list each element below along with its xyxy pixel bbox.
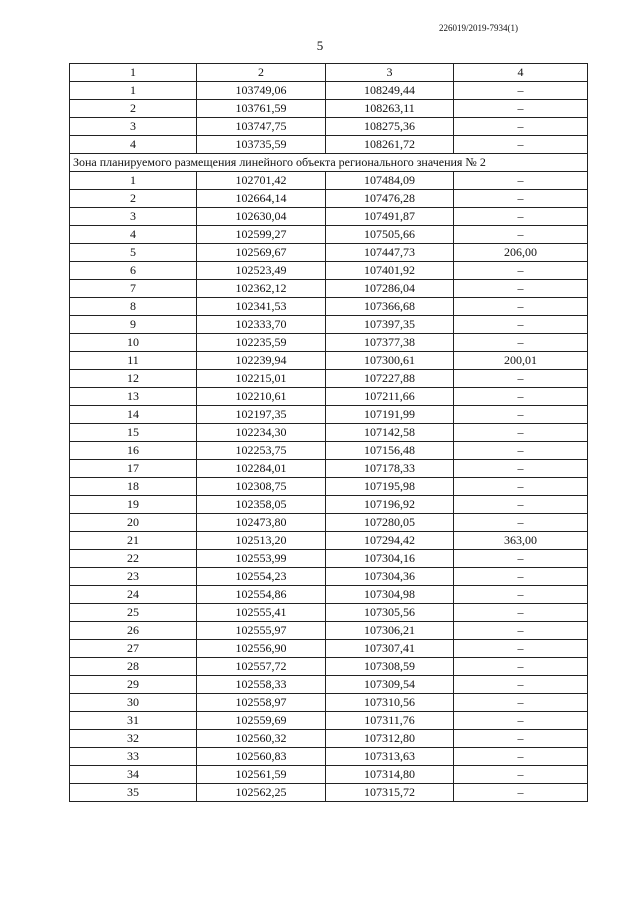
- table-row: [70, 478, 588, 496]
- x-coordinate-cell: 102554,86: [197, 586, 326, 604]
- y-coordinate-cell: 107304,36: [326, 568, 454, 586]
- y-coordinate-cell: 107300,61: [326, 352, 454, 370]
- length-cell: –: [454, 136, 588, 154]
- y-coordinate-cell: 107313,63: [326, 748, 454, 766]
- table-row: [70, 334, 588, 352]
- x-coordinate-cell: 102664,14: [197, 190, 326, 208]
- length-cell: –: [454, 694, 588, 712]
- length-cell: –: [454, 316, 588, 334]
- x-coordinate-cell: 102197,35: [197, 406, 326, 424]
- table-row: [70, 442, 588, 460]
- length-cell: –: [454, 586, 588, 604]
- length-cell: –: [454, 766, 588, 784]
- y-coordinate-cell: 108275,36: [326, 118, 454, 136]
- length-cell: –: [454, 172, 588, 190]
- y-coordinate-cell: 107312,80: [326, 730, 454, 748]
- x-coordinate-cell: 102561,59: [197, 766, 326, 784]
- point-number-cell: 13: [70, 388, 197, 406]
- table-row: [70, 136, 588, 154]
- header-row: [70, 64, 588, 82]
- table-row: [70, 730, 588, 748]
- length-cell: –: [454, 82, 588, 100]
- table-row: [70, 280, 588, 298]
- x-coordinate-cell: 102558,97: [197, 694, 326, 712]
- point-number-cell: 27: [70, 640, 197, 658]
- point-number-cell: 5: [70, 244, 197, 262]
- x-coordinate-cell: 102239,94: [197, 352, 326, 370]
- y-coordinate-cell: 107310,56: [326, 694, 454, 712]
- table-row: [70, 208, 588, 226]
- section-row: [70, 154, 588, 172]
- column-header: 4: [454, 64, 588, 82]
- length-cell: –: [454, 442, 588, 460]
- y-coordinate-cell: 107280,05: [326, 514, 454, 532]
- table-row: [70, 748, 588, 766]
- length-cell: –: [454, 298, 588, 316]
- point-number-cell: 4: [70, 226, 197, 244]
- table-row: [70, 640, 588, 658]
- y-coordinate-cell: 107305,56: [326, 604, 454, 622]
- table-row: [70, 766, 588, 784]
- point-number-cell: 35: [70, 784, 197, 802]
- page-number: 5: [316, 38, 324, 53]
- y-coordinate-cell: 107156,48: [326, 442, 454, 460]
- y-coordinate-cell: 107491,87: [326, 208, 454, 226]
- table-row: [70, 352, 588, 370]
- table-row: [70, 496, 588, 514]
- table-row: [70, 694, 588, 712]
- point-number-cell: 33: [70, 748, 197, 766]
- length-cell: –: [454, 730, 588, 748]
- table-body: [70, 64, 588, 802]
- y-coordinate-cell: 107401,92: [326, 262, 454, 280]
- x-coordinate-cell: 103761,59: [197, 100, 326, 118]
- table-row: [70, 118, 588, 136]
- length-cell: –: [454, 658, 588, 676]
- x-coordinate-cell: 102556,90: [197, 640, 326, 658]
- table-row: [70, 568, 588, 586]
- y-coordinate-cell: 107306,21: [326, 622, 454, 640]
- y-coordinate-cell: 107484,09: [326, 172, 454, 190]
- point-number-cell: 24: [70, 586, 197, 604]
- y-coordinate-cell: 107191,99: [326, 406, 454, 424]
- x-coordinate-cell: 102555,41: [197, 604, 326, 622]
- point-number-cell: 19: [70, 496, 197, 514]
- table-row: [70, 190, 588, 208]
- point-number-cell: 16: [70, 442, 197, 460]
- length-cell: –: [454, 334, 588, 352]
- point-number-cell: 31: [70, 712, 197, 730]
- x-coordinate-cell: 102362,12: [197, 280, 326, 298]
- table-row: [70, 406, 588, 424]
- x-coordinate-cell: 102560,83: [197, 748, 326, 766]
- length-cell: –: [454, 622, 588, 640]
- length-cell: –: [454, 280, 588, 298]
- document-id: 226019/2019-7934(1): [439, 23, 518, 33]
- point-number-cell: 26: [70, 622, 197, 640]
- x-coordinate-cell: 102630,04: [197, 208, 326, 226]
- point-number-cell: 4: [70, 136, 197, 154]
- table-row: [70, 784, 588, 802]
- table-row: [70, 514, 588, 532]
- y-coordinate-cell: 107311,76: [326, 712, 454, 730]
- table-row: [70, 316, 588, 334]
- x-coordinate-cell: 102559,69: [197, 712, 326, 730]
- length-cell: –: [454, 784, 588, 802]
- point-number-cell: 32: [70, 730, 197, 748]
- point-number-cell: 8: [70, 298, 197, 316]
- length-cell: –: [454, 514, 588, 532]
- y-coordinate-cell: 107178,33: [326, 460, 454, 478]
- length-cell: –: [454, 748, 588, 766]
- length-cell: 206,00: [454, 244, 588, 262]
- point-number-cell: 3: [70, 118, 197, 136]
- y-coordinate-cell: 107196,92: [326, 496, 454, 514]
- x-coordinate-cell: 102253,75: [197, 442, 326, 460]
- table-row: [70, 172, 588, 190]
- length-cell: –: [454, 262, 588, 280]
- table-row: [70, 388, 588, 406]
- point-number-cell: 20: [70, 514, 197, 532]
- point-number-cell: 34: [70, 766, 197, 784]
- point-number-cell: 2: [70, 190, 197, 208]
- point-number-cell: 15: [70, 424, 197, 442]
- point-number-cell: 17: [70, 460, 197, 478]
- table-row: [70, 262, 588, 280]
- table-row: [70, 586, 588, 604]
- column-header: 3: [326, 64, 454, 82]
- y-coordinate-cell: 107309,54: [326, 676, 454, 694]
- point-number-cell: 1: [70, 172, 197, 190]
- y-coordinate-cell: 107304,98: [326, 586, 454, 604]
- point-number-cell: 14: [70, 406, 197, 424]
- point-number-cell: 23: [70, 568, 197, 586]
- x-coordinate-cell: 102358,05: [197, 496, 326, 514]
- length-cell: –: [454, 496, 588, 514]
- table-row: [70, 298, 588, 316]
- x-coordinate-cell: 102284,01: [197, 460, 326, 478]
- point-number-cell: 25: [70, 604, 197, 622]
- table-row: [70, 658, 588, 676]
- table-row: [70, 82, 588, 100]
- x-coordinate-cell: 102562,25: [197, 784, 326, 802]
- length-cell: –: [454, 208, 588, 226]
- length-cell: –: [454, 568, 588, 586]
- length-cell: –: [454, 604, 588, 622]
- length-cell: 363,00: [454, 532, 588, 550]
- length-cell: –: [454, 676, 588, 694]
- x-coordinate-cell: 102554,23: [197, 568, 326, 586]
- table-row: [70, 532, 588, 550]
- table-row: [70, 460, 588, 478]
- y-coordinate-cell: 107377,38: [326, 334, 454, 352]
- point-number-cell: 28: [70, 658, 197, 676]
- table-row: [70, 226, 588, 244]
- section-title: Зона планируемого размещения линейного объекта регионального значения № 2: [70, 154, 588, 172]
- point-number-cell: 18: [70, 478, 197, 496]
- length-cell: 200,01: [454, 352, 588, 370]
- y-coordinate-cell: 107142,58: [326, 424, 454, 442]
- coordinates-table: [69, 63, 588, 802]
- y-coordinate-cell: 107227,88: [326, 370, 454, 388]
- y-coordinate-cell: 107366,68: [326, 298, 454, 316]
- point-number-cell: 12: [70, 370, 197, 388]
- x-coordinate-cell: 102599,27: [197, 226, 326, 244]
- length-cell: –: [454, 460, 588, 478]
- y-coordinate-cell: 108249,44: [326, 82, 454, 100]
- column-header: 2: [197, 64, 326, 82]
- table-row: [70, 550, 588, 568]
- length-cell: –: [454, 550, 588, 568]
- y-coordinate-cell: 107211,66: [326, 388, 454, 406]
- length-cell: –: [454, 370, 588, 388]
- x-coordinate-cell: 102523,49: [197, 262, 326, 280]
- y-coordinate-cell: 107304,16: [326, 550, 454, 568]
- table-row: [70, 244, 588, 262]
- x-coordinate-cell: 102560,32: [197, 730, 326, 748]
- length-cell: –: [454, 100, 588, 118]
- y-coordinate-cell: 107195,98: [326, 478, 454, 496]
- x-coordinate-cell: 103747,75: [197, 118, 326, 136]
- x-coordinate-cell: 102341,53: [197, 298, 326, 316]
- x-coordinate-cell: 102215,01: [197, 370, 326, 388]
- y-coordinate-cell: 107315,72: [326, 784, 454, 802]
- length-cell: –: [454, 712, 588, 730]
- length-cell: –: [454, 388, 588, 406]
- length-cell: –: [454, 640, 588, 658]
- length-cell: –: [454, 424, 588, 442]
- x-coordinate-cell: 102555,97: [197, 622, 326, 640]
- x-coordinate-cell: 102210,61: [197, 388, 326, 406]
- point-number-cell: 7: [70, 280, 197, 298]
- length-cell: –: [454, 118, 588, 136]
- y-coordinate-cell: 108263,11: [326, 100, 454, 118]
- x-coordinate-cell: 102235,59: [197, 334, 326, 352]
- y-coordinate-cell: 107307,41: [326, 640, 454, 658]
- table-row: [70, 424, 588, 442]
- point-number-cell: 22: [70, 550, 197, 568]
- x-coordinate-cell: 102513,20: [197, 532, 326, 550]
- point-number-cell: 9: [70, 316, 197, 334]
- y-coordinate-cell: 107286,04: [326, 280, 454, 298]
- x-coordinate-cell: 102473,80: [197, 514, 326, 532]
- length-cell: –: [454, 226, 588, 244]
- point-number-cell: 21: [70, 532, 197, 550]
- x-coordinate-cell: 102234,30: [197, 424, 326, 442]
- point-number-cell: 29: [70, 676, 197, 694]
- point-number-cell: 10: [70, 334, 197, 352]
- length-cell: –: [454, 478, 588, 496]
- x-coordinate-cell: 102557,72: [197, 658, 326, 676]
- table-row: [70, 604, 588, 622]
- y-coordinate-cell: 107476,28: [326, 190, 454, 208]
- x-coordinate-cell: 102558,33: [197, 676, 326, 694]
- y-coordinate-cell: 107294,42: [326, 532, 454, 550]
- length-cell: –: [454, 190, 588, 208]
- x-coordinate-cell: 103749,06: [197, 82, 326, 100]
- table-row: [70, 712, 588, 730]
- y-coordinate-cell: 107308,59: [326, 658, 454, 676]
- point-number-cell: 3: [70, 208, 197, 226]
- point-number-cell: 6: [70, 262, 197, 280]
- point-number-cell: 30: [70, 694, 197, 712]
- point-number-cell: 11: [70, 352, 197, 370]
- y-coordinate-cell: 107505,66: [326, 226, 454, 244]
- table-row: [70, 676, 588, 694]
- table-row: [70, 622, 588, 640]
- y-coordinate-cell: 107314,80: [326, 766, 454, 784]
- point-number-cell: 1: [70, 82, 197, 100]
- x-coordinate-cell: 103735,59: [197, 136, 326, 154]
- y-coordinate-cell: 107397,35: [326, 316, 454, 334]
- table-row: [70, 100, 588, 118]
- y-coordinate-cell: 108261,72: [326, 136, 454, 154]
- x-coordinate-cell: 102553,99: [197, 550, 326, 568]
- length-cell: –: [454, 406, 588, 424]
- x-coordinate-cell: 102333,70: [197, 316, 326, 334]
- point-number-cell: 2: [70, 100, 197, 118]
- x-coordinate-cell: 102569,67: [197, 244, 326, 262]
- column-header: 1: [70, 64, 197, 82]
- x-coordinate-cell: 102308,75: [197, 478, 326, 496]
- table-row: [70, 370, 588, 388]
- y-coordinate-cell: 107447,73: [326, 244, 454, 262]
- x-coordinate-cell: 102701,42: [197, 172, 326, 190]
